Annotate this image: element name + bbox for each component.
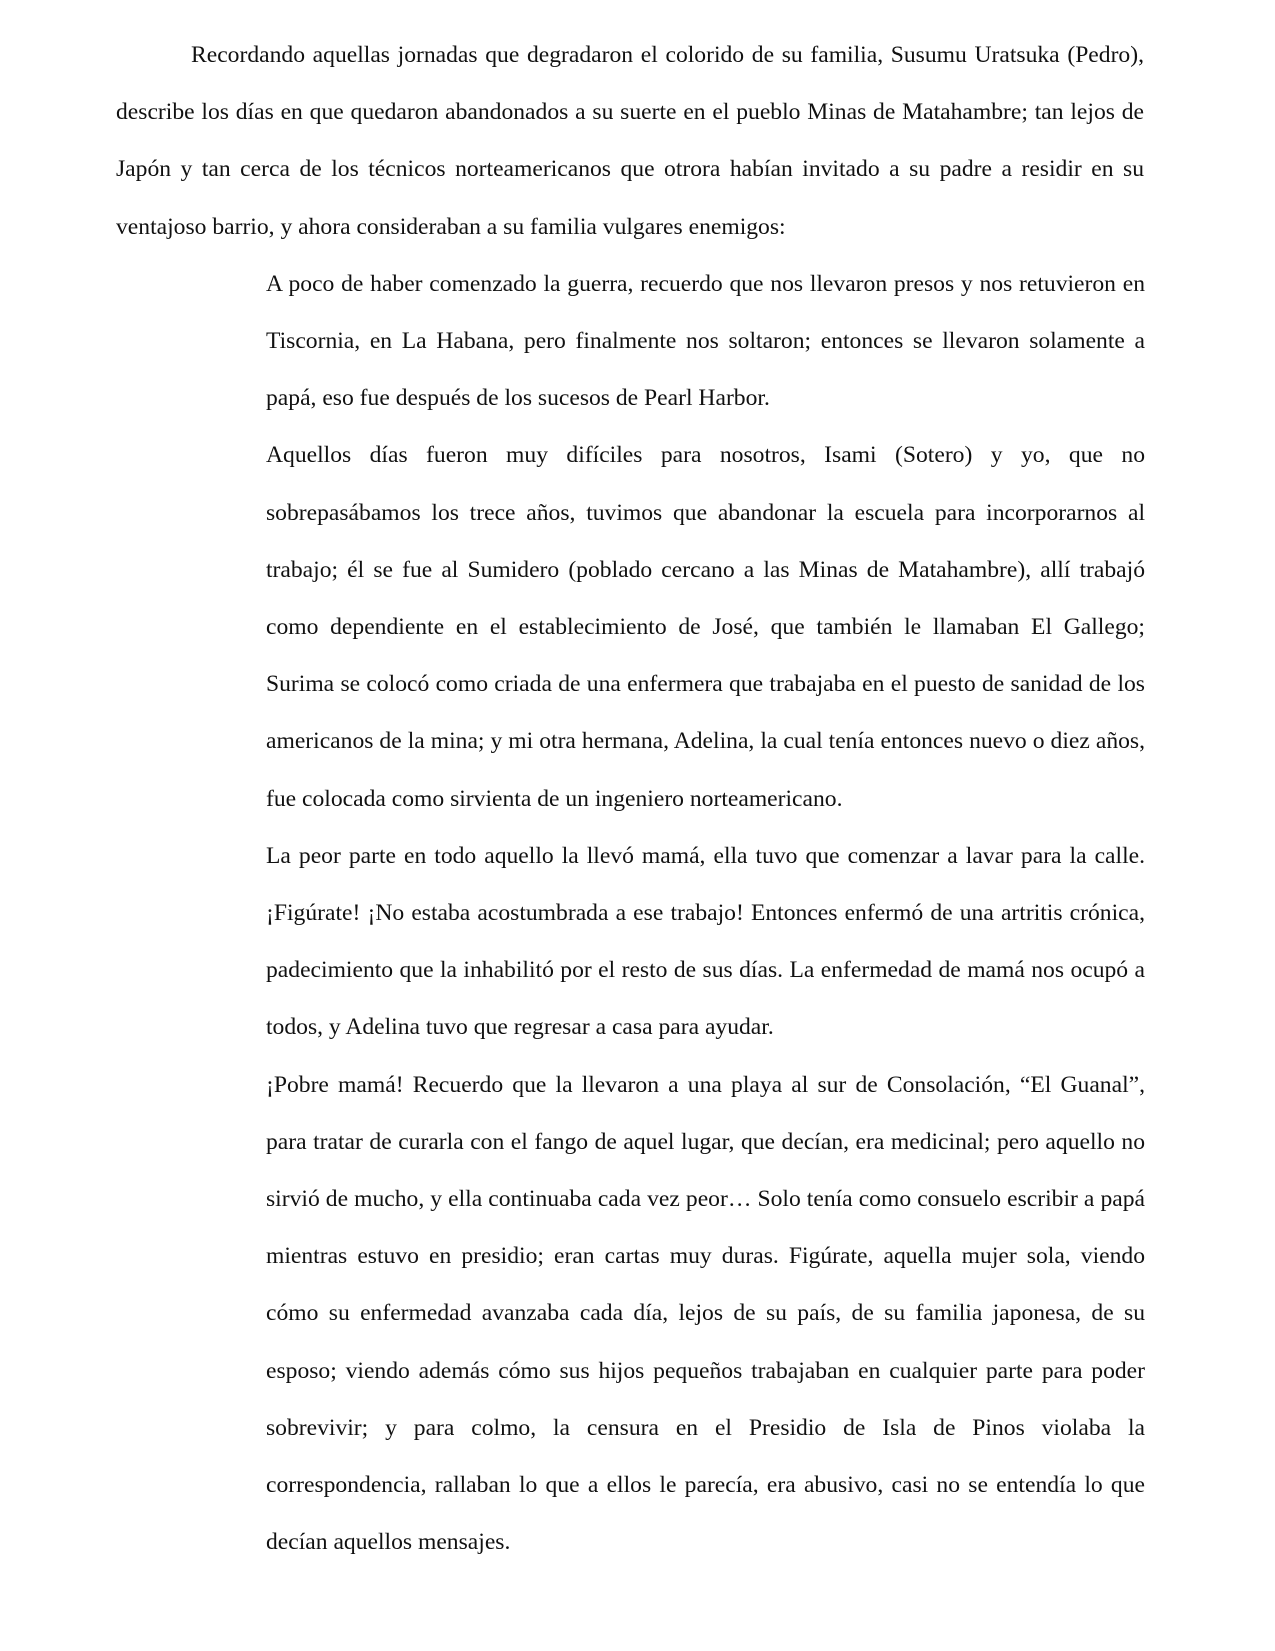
- quote-paragraph-1: A poco de haber comenzado la guerra, recuerdo que nos llevaron presos y nos retuvieron en Tiscornia, en La Habana, pero finalmente nos soltaron; entonces se llevaron solamente a papá, eso fue después de los sucesos de Pearl Harbor.: [266, 270, 1145, 412]
- quote-paragraph-4: ¡Pobre mamá! Recuerdo que la llevaron a una playa al sur de Consolación, “El Guanal”, para tratar de curarla con el fango de aquel lugar, que decían, era medicinal; pero aquello no sirvió de mucho, y ella continuaba cada vez peor… Solo tenía como consuelo escribir a papá mientras estuvo en presidio; eran cartas muy duras. Figúrate, aquella mujer sola, viendo cómo su enfermedad avanzaba cada día, lejos de su país, de su familia japonesa, de su esposo; viendo además cómo sus hijos pequeños trabajaban en cualquier parte para poder sobrevivir; y para colmo, la censura en el Presidio de Isla de Pinos violaba la correspondencia, rallaban lo que a ellos le parecía, era abusivo, casi no se entendía lo que decían aquellos mensajes.: [266, 1071, 1145, 1556]
- intro-paragraph: Recordando aquellas jornadas que degradaron el colorido de su familia, Susumu Uratsuka (Pedro), describe los días en que quedaron abandonados a su suerte en el pueblo Minas de Matahambre; tan lejos de Japón y tan cerca de los técnicos norteamericanos que otrora habían invitado a su padre a residir en su ventajoso barrio, y ahora consideraban a su familia vulgares enemigos:: [116, 42, 1144, 240]
- quote-paragraph-3: La peor parte en todo aquello la llevó mamá, ella tuvo que comenzar a lavar para la calle. ¡Figúrate! ¡No estaba acostumbrada a ese trabajo! Entonces enfermó de una artritis crónica, padecimiento que la inhabilitó por el resto de sus días. La enfermedad de mamá nos ocupó a todos, y Adelina tuvo que regresar a casa para ayudar.: [266, 842, 1145, 1041]
- quote-paragraph-2: Aquellos días fueron muy difíciles para nosotros, Isami (Sotero) y yo, que no sobrepasábamos los trece años, tuvimos que abandonar la escuela para incorporarnos al trabajo; él se fue al Sumidero (poblado cercano a las Minas de Matahambre), allí trabajó como dependiente en el establecimiento de José, que también le llamaban El Gallego; Surima se colocó como criada de una enfermera que trabajaba en el puesto de sanidad de los americanos de la mina; y mi otra hermana, Adelina, la cual tenía entonces nuevo o diez años, fue colocada como sirvienta de un ingeniero norteamericano.: [266, 442, 1145, 812]
- block-quote: [266, 256, 1145, 1572]
